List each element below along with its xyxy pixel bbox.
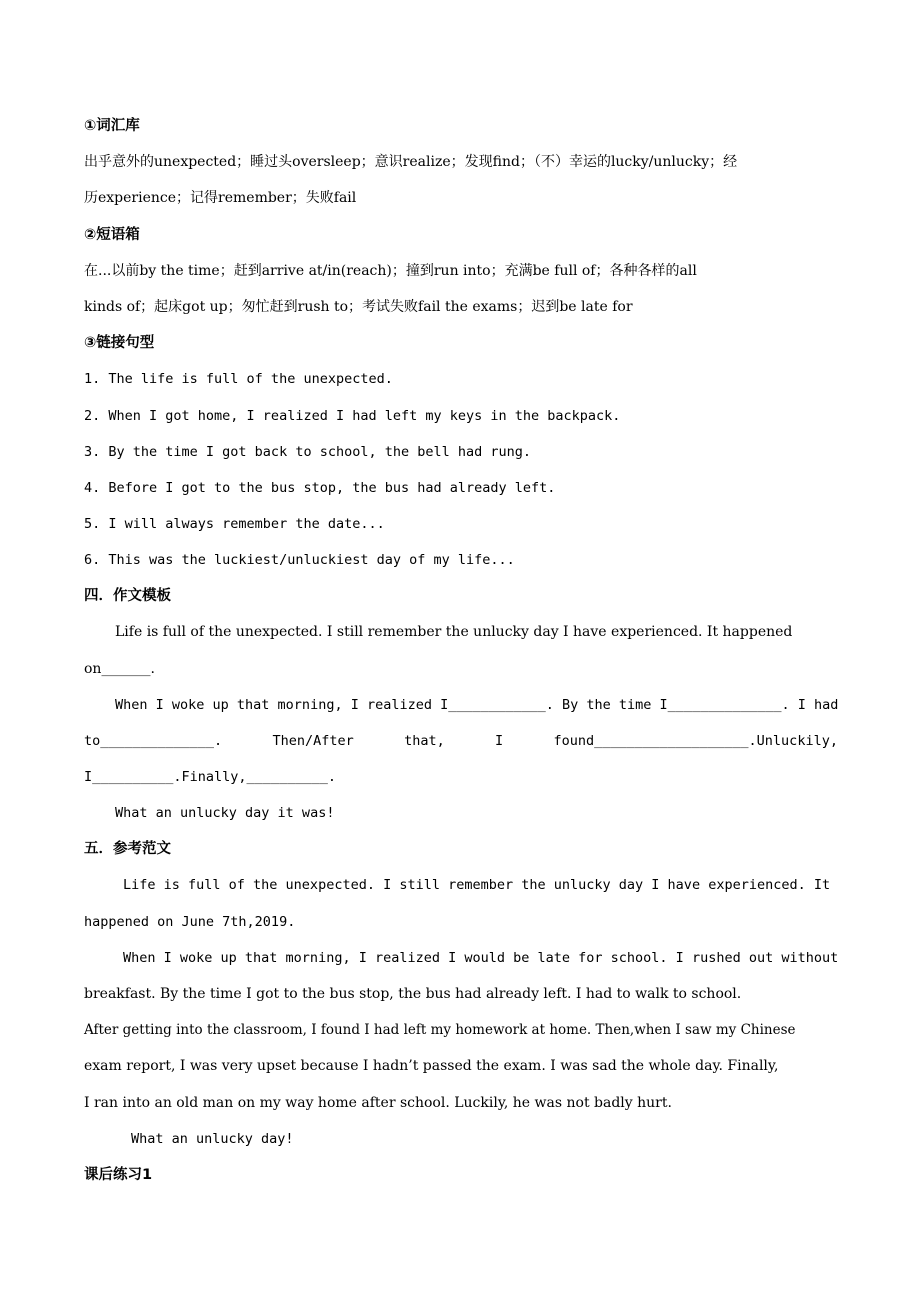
sentence-item: 2. When I got home, I realized I had left my keys in the backpack. [84,408,621,424]
sentence-item: 5. I will always remember the date... [84,516,385,532]
template-part: that, [404,733,445,749]
sample-p1-line-2: happened on June 7th,2019. [84,914,296,930]
template-p3: What an unlucky day it was! [115,805,335,821]
sample-p2-line-3: After getting into the classroom, I found I had left my homework at home. Then,when I saw my Chinese [84,1022,796,1038]
vocab-heading: ①词汇库 [84,118,140,134]
sample-p2-line-5: I ran into an old man on my way home after school. Luckily, he was not badly hurt. [84,1095,672,1111]
sentences-heading: ③链接句型 [84,335,155,351]
template-part: I [495,733,504,749]
sample-p1-line-1: Life is full of the unexpected. I still remember the unlucky day I have experienced. It [123,877,831,893]
sample-p2-line-4: exam report, I was very upset because I hadn’t passed the exam. I was sad the whole day. Finally, [84,1058,779,1074]
vocab-line-2: 历experience；记得remember；失败fail [84,190,357,206]
template-p2-line-3: I__________.Finally,__________. [84,769,336,785]
phrases-heading: ②短语箱 [84,227,140,243]
template-part: to______________. [84,733,223,749]
sample-p3: What an unlucky day! [131,1131,294,1147]
sample-heading: 五．参考范文 [84,841,171,857]
sample-p2-line-2: breakfast. By the time I got to the bus stop, the bus had already left. I had to walk to school. [84,986,742,1002]
template-p1-line-1: Life is full of the unexpected. I still remember the unlucky day I have experienced. It happened [115,624,793,640]
phrases-line-1: 在...以前by the time；赶到arrive at/in(reach)；撞到run into；充满be full of；各种各样的all [84,263,697,279]
vocab-line-1: 出乎意外的unexpected；睡过头oversleep；意识realize；发现find；（不）幸运的lucky/unlucky；经 [84,154,738,170]
template-part: Then/After [272,733,354,749]
sample-p2-line-1: When I woke up that morning, I realized I would be late for school. I rushed out without [123,950,839,966]
sentence-item: 1. The life is full of the unexpected. [84,371,393,387]
phrases-line-2: kinds of；起床got up；匆忙赶到rush to；考试失败fail the exams；迟到be late for [84,299,633,315]
sentence-item: 6. This was the luckiest/unluckiest day of my life... [84,552,515,568]
template-heading: 四．作文模板 [84,588,171,604]
sentence-item: 3. By the time I got back to school, the bell had rung. [84,444,532,460]
template-p2-line-2 [84,731,838,751]
sentence-item: 4. Before I got to the bus stop, the bus had already left. [84,480,556,496]
exercise-heading: 课后练习1 [84,1167,153,1183]
template-p2-line-1: When I woke up that morning, I realized I____________. By the time I______________. I had [115,697,839,713]
template-p1-line-2: on_______. [84,661,155,677]
template-part: found___________________.Unluckily, [553,733,838,749]
